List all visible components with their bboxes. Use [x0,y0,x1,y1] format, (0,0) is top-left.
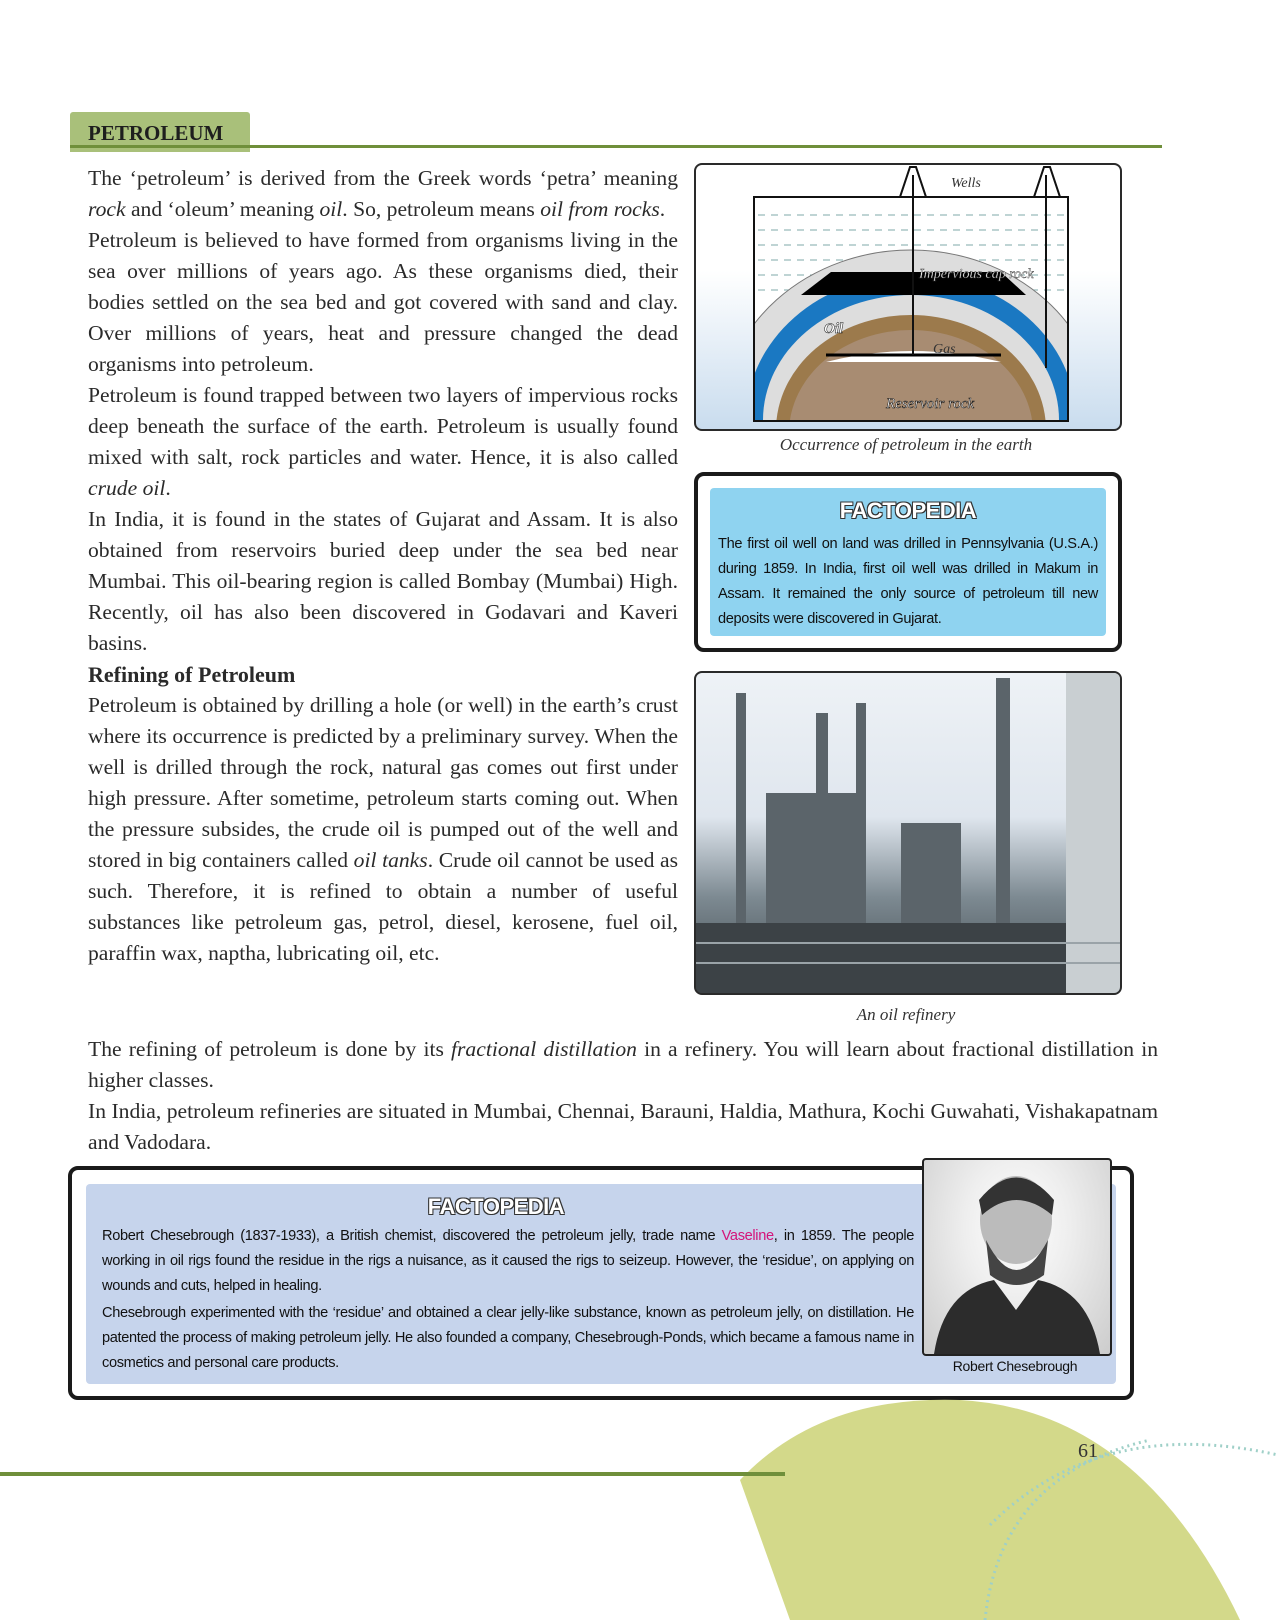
paragraph [88,380,678,504]
full-width-text [88,1034,1158,1158]
factopedia-text [86,1220,914,1376]
italic-term: crude oil [88,476,166,500]
text-span: The ‘petroleum’ is derived from the Greek words ‘petra’ meaning [88,166,678,190]
oil-refinery-photo [694,671,1122,995]
petroleum-occurrence-diagram [694,163,1122,431]
text-span: . [165,476,171,500]
italic-term: oil tanks [353,848,428,872]
text-span: Petroleum is found trapped between two layers of impervious rocks deep beneath the surface of the earth. Petroleum is usually found mixed with salt, rock particles and water. Hence, it is also called [88,383,678,469]
label-cap-rock: Impervious cap rock [919,267,1034,282]
label-gas: Gas [933,342,956,357]
label-reservoir-rock: Reservoir rock [886,396,975,412]
label-wells: Wells [951,176,981,191]
portrait-illustration [924,1160,1110,1354]
italic-term: oil [319,197,343,221]
paragraph: In India, it is found in the states of Gujarat and Assam. It is also obtained from reservoirs buried deep under the sea bed near Mumbai. This oil-bearing region is called Bombay (Mumbai) High. Recently, oil has also been discovered in Godavari and Kaveri basins. [88,507,678,655]
text-span: . So, petroleum means [342,197,541,221]
diagram-caption: Occurrence of petroleum in the earth [779,435,1033,454]
label-oil: Oil [824,321,844,337]
page-number: 61 [1078,1440,1098,1462]
paragraph: In India, petroleum refineries are situated in Mumbai, Chennai, Barauni, Haldia, Mathura, Kochi Guwahati, Vishakapatnam and Vadodara. [88,1099,1158,1154]
factopedia-paragraph: Chesebrough experimented with the ‘residue’ and obtained a clear jelly-like substance, known as petroleum jelly, on distillation. He patented the process of making petroleum jelly. He also founded a company, Chesebrough-Ponds, which became a famous name in cosmetics and personal care products. [102,1305,914,1371]
factopedia-heading: FACTOPEDIA [839,498,977,523]
header-rule [70,145,1162,148]
italic-term: oil from rocks [540,197,660,221]
text-span: Petroleum is obtained by drilling a hole (or well) in the earth’s crust where its occurrence is predicted by a preliminary survey. When the well is drilled through the rock, natural gas comes out first under high pressure. After sometime, petroleum starts coming out. When the pressure subsides, the crude oil is pumped out of the well and stored in big containers called [88,693,678,872]
robert-chesebrough-portrait [922,1158,1112,1356]
paragraph [88,1034,1158,1096]
italic-term: fractional distillation [451,1037,637,1061]
text-span: . Crude oil cannot be used as such. Therefore, it is refined to obtain a number of useful substances like petroleum gas, petrol, diesel, kerosene, fuel oil, paraffin wax, naptha, lubricating oil, etc. [88,848,678,965]
factopedia-paragraph [102,1224,914,1299]
subheading: Refining of Petroleum [88,662,296,687]
text-span: . [659,197,666,221]
paragraph [88,163,678,225]
text-span: and ‘oleum’ meaning [125,197,320,221]
paragraph: Petroleum is believed to have formed from organisms living in the sea over millions of years ago. As these organisms died, their bodies settled on the sea bed and got covered with sand and clay. Over millions of years, heat and pressure changed the dead organisms into petroleum. [88,228,678,376]
section-title: PETROLEUM [88,121,224,145]
vaseline-highlight: Vaseline [721,1228,774,1244]
factopedia-box-1 [694,472,1122,652]
refinery-caption: An oil refinery [856,1005,956,1024]
text-span: The refining of petroleum is done by its [88,1037,452,1061]
italic-term: rock [88,197,126,221]
refinery-illustration [696,673,1120,993]
left-column-text [88,163,678,969]
text-span: , in 1859. The people working in oil rigs found the residue in the rigs a nuisance, as it caused the rigs to seizeup. However, the ‘residue’, on applying on wounds and cuts, helped in healing. [102,1228,914,1294]
paragraph [88,690,678,969]
text-span: Robert Chesebrough (1837-1933), a British chemist, discovered the petroleum jelly, trade name [102,1228,722,1244]
factopedia-heading: FACTOPEDIA [427,1194,565,1219]
text-span: in a refinery. You will learn about fractional distillation in higher classes. [88,1037,1158,1092]
footer-decoration [0,1395,1278,1620]
diagram-svg [696,165,1120,429]
factopedia-text: The first oil well on land was drilled in Pennsylvania (U.S.A.) during 1859. In India, first oil well was drilled in Makum in Assam. It remained the only source of petroleum till new deposits were discovered in Gujarat. [718,536,1098,627]
portrait-caption: Robert Chesebrough [952,1358,1078,1374]
